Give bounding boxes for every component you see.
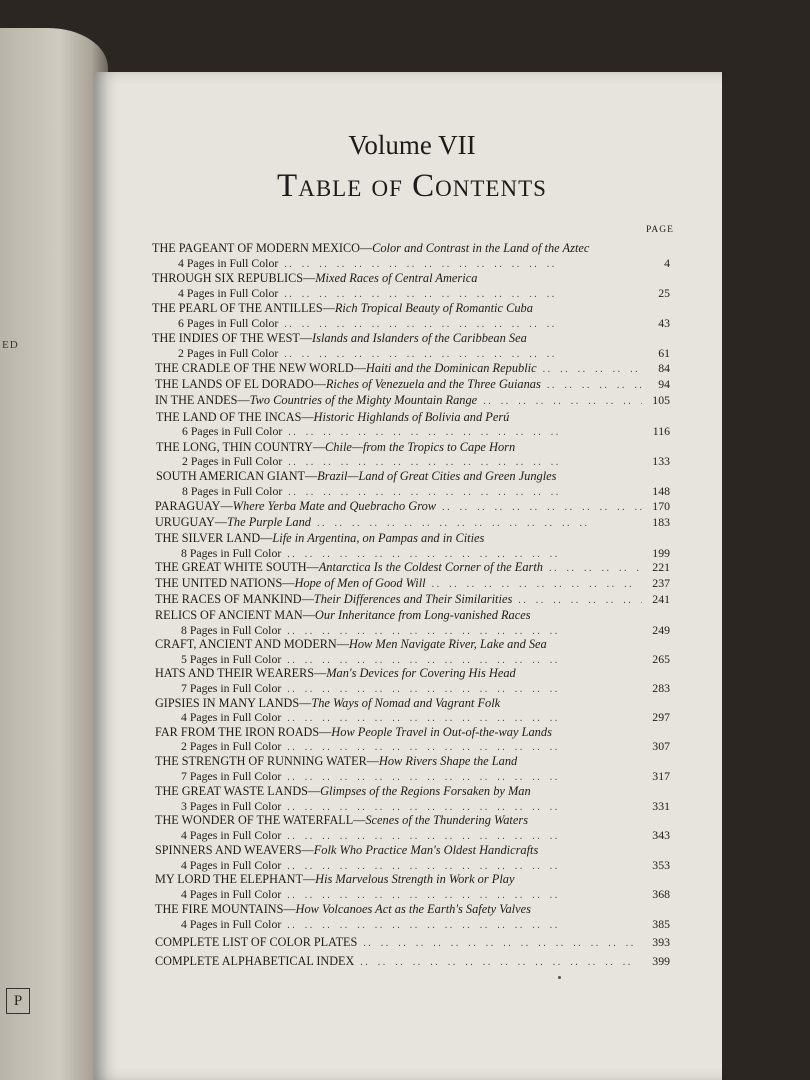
toc-entry <box>156 410 509 425</box>
toc-entry <box>155 784 531 799</box>
entry-title: THE WONDER OF THE WATERFALL <box>155 813 354 827</box>
entry-subtitle: Mixed Races of Central America <box>315 271 478 285</box>
toc-entry <box>155 560 670 575</box>
toc-entry <box>152 241 589 256</box>
dot-leader <box>363 936 642 951</box>
entry-color-plates: 4 Pages in Full Color <box>181 828 282 842</box>
entry-dash: — <box>314 666 327 680</box>
entry-dash: — <box>353 361 366 375</box>
entry-title: SPINNERS AND WEAVERS <box>155 843 302 857</box>
entry-color-plates: 5 Pages in Full Color <box>181 652 282 666</box>
entry-dash: — <box>306 560 319 574</box>
entry-subtitle: Haiti and the Dominican Republic <box>365 361 537 375</box>
entry-title: COMPLETE LIST OF COLOR PLATES <box>155 935 358 949</box>
entry-dash: — <box>301 843 314 857</box>
entry-page-number: 399 <box>652 954 670 968</box>
entry-subtitle: Our Inheritance from Long-vanished Races <box>314 608 531 622</box>
entry-title: THE PAGEANT OF MODERN MEXICO <box>152 241 360 255</box>
entry-plates-line <box>181 887 670 902</box>
entry-subtitle: Riches of Venezuela and the Three Guianas <box>325 377 541 391</box>
entry-subtitle: Where Yerba Mate and Quebracho Grow <box>232 499 437 513</box>
entry-title: THE FIRE MOUNTAINS <box>155 902 284 916</box>
entry-dash: — <box>302 608 315 622</box>
entry-plates-line <box>181 769 670 784</box>
entry-plates-line <box>178 346 670 361</box>
toc-entry <box>152 271 477 286</box>
entry-dash: — <box>220 499 233 513</box>
entry-title: THE LONG, THIN COUNTRY <box>156 440 313 454</box>
entry-dash: — <box>260 531 273 545</box>
entry-dash: — <box>307 784 321 798</box>
entry-subtitle: Folk Who Practice Man's Oldest Handicrafts <box>313 843 539 857</box>
entry-color-plates: 6 Pages in Full Color <box>182 424 283 438</box>
entry-page-number: 84 <box>658 361 670 375</box>
dot-leader <box>284 347 642 362</box>
entry-title: URUGUAY <box>155 515 215 529</box>
entry-plates-line <box>178 286 670 301</box>
entry-page-number: 133 <box>652 454 670 468</box>
entry-title: THE PEARL OF THE ANTILLES <box>152 301 323 315</box>
entry-title: COMPLETE ALPHABETICAL INDEX <box>155 954 355 968</box>
entry-dash: — <box>319 725 332 739</box>
entry-title: THE RACES OF MANKIND <box>155 592 302 606</box>
entry-dash: — <box>353 813 366 827</box>
entry-subtitle: How Volcanoes Act as the Earth's Safety Valves <box>295 902 531 916</box>
toc-entry <box>155 515 670 530</box>
entry-plates-line <box>181 739 670 754</box>
entry-page-number: 393 <box>652 935 670 949</box>
dot-leader <box>518 593 642 608</box>
toc-entry <box>152 331 527 346</box>
entry-page-number: 343 <box>652 828 670 842</box>
entry-title: MY LORD THE ELEPHANT <box>155 872 303 886</box>
entry-plates-line <box>178 316 670 331</box>
entry-color-plates: 4 Pages in Full Color <box>178 256 279 270</box>
entry-plates-line <box>181 828 670 843</box>
entry-subtitle: Their Differences and Their Similarities <box>313 592 513 606</box>
dot-leader <box>360 955 642 970</box>
toc-entry <box>155 843 538 858</box>
entry-page-number: 43 <box>658 316 670 330</box>
dot-leader <box>284 287 642 302</box>
entry-page-number: 61 <box>658 346 670 360</box>
entry-plates-line <box>181 546 670 561</box>
entry-title: THE SILVER LAND <box>155 531 261 545</box>
dot-leader <box>287 682 642 697</box>
entry-page-number: 4 <box>664 256 670 270</box>
entry-dash: — <box>336 637 349 651</box>
entry-title: HATS AND THEIR WEARERS <box>155 666 315 680</box>
entry-color-plates: 2 Pages in Full Color <box>178 346 279 360</box>
entry-subtitle: Glimpses of the Regions Forsaken by Man <box>320 784 531 798</box>
entry-page-number: 307 <box>652 739 670 753</box>
dot-leader <box>547 378 642 393</box>
toc-entry <box>155 531 484 546</box>
toc-title: Table of Contents <box>277 168 547 204</box>
entry-subtitle: The Ways of Nomad and Vagrant Folk <box>311 696 501 710</box>
entry-page-number: 94 <box>658 377 670 391</box>
dot-leader <box>442 500 642 515</box>
toc-entry <box>155 902 531 917</box>
dot-leader <box>284 317 642 332</box>
dot-leader <box>483 394 642 409</box>
entry-dash: — <box>301 592 314 606</box>
entry-page-number: 249 <box>652 623 670 637</box>
dot-leader <box>317 516 642 531</box>
entry-title: PARAGUAY <box>155 499 221 513</box>
volume-title: Volume VII <box>348 130 476 160</box>
entry-dash: — <box>366 754 379 768</box>
entry-subtitle: Brazil—Land of Great Cities and Green Jungles <box>317 469 557 483</box>
facing-page-letter-box: P <box>6 988 30 1014</box>
entry-dash: — <box>237 393 250 407</box>
entry-title: GIPSIES IN MANY LANDS <box>155 696 300 710</box>
entry-plates-line <box>178 256 670 271</box>
entry-page-number: 221 <box>652 560 670 574</box>
toc-entry <box>156 469 556 484</box>
dot-leader <box>288 425 642 440</box>
entry-dash: — <box>304 469 318 483</box>
entry-title: CRAFT, ANCIENT AND MODERN <box>155 637 337 651</box>
entry-plates-line <box>181 858 670 873</box>
entry-plates-line <box>181 652 670 667</box>
entry-page-number: 353 <box>652 858 670 872</box>
entry-plates-line <box>182 454 670 469</box>
entry-color-plates: 4 Pages in Full Color <box>181 917 282 931</box>
entry-dash: — <box>303 271 316 285</box>
toc-entry <box>155 954 670 969</box>
entry-color-plates: 3 Pages in Full Color <box>181 799 282 813</box>
entry-dash: — <box>312 440 326 454</box>
entry-color-plates: 2 Pages in Full Color <box>181 739 282 753</box>
entry-color-plates: 7 Pages in Full Color <box>181 681 282 695</box>
dot-leader <box>287 740 642 755</box>
entry-subtitle: Historic Highlands of Bolivia and Perú <box>313 410 510 424</box>
entry-title: THE LANDS OF EL DORADO <box>155 377 314 391</box>
entry-subtitle: Chile—from the Tropics to Cape Horn <box>325 440 516 454</box>
dot-leader <box>543 362 642 377</box>
entry-subtitle: Color and Contrast in the Land of the Aztec <box>372 241 590 255</box>
entry-dash: — <box>214 515 228 529</box>
toc-entry <box>155 754 517 769</box>
entry-color-plates: 4 Pages in Full Color <box>178 286 279 300</box>
entry-title: THE UNITED NATIONS <box>155 576 283 590</box>
entry-page-number: 183 <box>652 515 670 529</box>
entry-page-number: 368 <box>652 887 670 901</box>
entry-title: THE GREAT WHITE SOUTH <box>155 560 307 574</box>
toc-entry <box>155 377 670 392</box>
toc-entry <box>155 813 528 828</box>
dot-leader <box>549 561 642 576</box>
entry-plates-line <box>181 623 670 638</box>
entry-dash: — <box>313 377 326 391</box>
entry-page-number: 199 <box>652 546 670 560</box>
entry-subtitle: Rich Tropical Beauty of Romantic Cuba <box>334 301 533 315</box>
entry-subtitle: How Rivers Shape the Land <box>378 754 518 768</box>
entry-subtitle: Life in Argentina, on Pampas and in Cities <box>272 531 485 545</box>
entry-dash: — <box>283 902 296 916</box>
entry-subtitle: His Marvelous Strength in Work or Play <box>315 872 515 886</box>
entry-subtitle: Hope of Men of Good Will <box>294 576 426 590</box>
entry-plates-line <box>182 484 670 499</box>
entry-page-number: 170 <box>652 499 670 513</box>
entry-color-plates: 4 Pages in Full Color <box>181 887 282 901</box>
entry-page-number: 385 <box>652 917 670 931</box>
toc-entry <box>155 872 515 887</box>
entry-title: THE INDIES OF THE WEST <box>152 331 300 345</box>
entry-title: THE GREAT WASTE LANDS <box>155 784 308 798</box>
entry-dash: — <box>299 331 313 345</box>
toc-entry <box>156 440 515 455</box>
dot-leader <box>287 888 642 903</box>
entry-title: RELICS OF ANCIENT MAN <box>155 608 303 622</box>
entry-page-number: 331 <box>652 799 670 813</box>
entry-color-plates: 8 Pages in Full Color <box>181 546 282 560</box>
entry-plates-line <box>181 917 670 932</box>
entry-subtitle: The Purple Land <box>227 515 311 529</box>
entry-subtitle: Islands and Islanders of the Caribbean Sea <box>312 331 527 345</box>
toc-entry <box>155 499 670 514</box>
entry-color-plates: 7 Pages in Full Color <box>181 769 282 783</box>
entry-title: FAR FROM THE IRON ROADS <box>155 725 320 739</box>
dot-leader <box>432 577 642 592</box>
entry-page-number: 297 <box>652 710 670 724</box>
toc-entry <box>155 666 516 681</box>
entry-title: THE CRADLE OF THE NEW WORLD <box>155 361 354 375</box>
entry-dash: — <box>359 241 373 255</box>
entry-subtitle: Scenes of the Thundering Waters <box>365 813 529 827</box>
toc-entry <box>152 301 533 316</box>
entry-title: THROUGH SIX REPUBLICS <box>152 271 304 285</box>
page-speck <box>558 976 561 979</box>
toc-entry <box>155 935 670 950</box>
entry-plates-line <box>181 681 670 696</box>
dot-leader <box>287 829 642 844</box>
facing-page-text-fragment: ED <box>2 339 19 351</box>
dot-leader <box>284 257 642 272</box>
entry-color-plates: 4 Pages in Full Color <box>181 710 282 724</box>
entry-color-plates: 4 Pages in Full Color <box>181 858 282 872</box>
toc-entry <box>155 608 531 623</box>
dot-leader <box>287 711 642 726</box>
toc-entry <box>155 696 500 711</box>
entry-color-plates: 8 Pages in Full Color <box>181 623 282 637</box>
page-column-label: PAGE <box>646 225 674 235</box>
entry-page-number: 265 <box>652 652 670 666</box>
entry-page-number: 148 <box>652 484 670 498</box>
entry-title: THE LAND OF THE INCAS <box>156 410 302 424</box>
entry-dash: — <box>299 696 312 710</box>
entry-color-plates: 2 Pages in Full Color <box>182 454 283 468</box>
entry-page-number: 25 <box>658 286 670 300</box>
toc-entry <box>155 393 670 408</box>
entry-dash: — <box>301 410 314 424</box>
entry-page-number: 237 <box>652 576 670 590</box>
entry-page-number: 317 <box>652 769 670 783</box>
entry-page-number: 283 <box>652 681 670 695</box>
toc-entry <box>155 592 670 607</box>
entry-subtitle: How People Travel in Out-of-the-way Lands <box>331 725 552 739</box>
entry-plates-line <box>182 424 670 439</box>
entry-page-number: 116 <box>652 424 670 438</box>
toc-entry <box>155 576 670 591</box>
entry-title: IN THE ANDES <box>155 393 238 407</box>
entry-title: SOUTH AMERICAN GIANT <box>156 469 305 483</box>
entry-dash: — <box>282 576 295 590</box>
entry-dash: — <box>322 301 335 315</box>
entry-color-plates: 8 Pages in Full Color <box>182 484 283 498</box>
entry-plates-line <box>181 799 670 814</box>
entry-subtitle: How Men Navigate River, Lake and Sea <box>348 637 547 651</box>
entry-subtitle: Antarctica Is the Coldest Corner of the Earth <box>318 560 544 574</box>
entry-color-plates: 6 Pages in Full Color <box>178 316 279 330</box>
toc-entry <box>155 361 670 376</box>
dot-leader <box>287 918 642 933</box>
entry-page-number: 241 <box>652 592 670 606</box>
entry-subtitle: Two Countries of the Mighty Mountain Range <box>249 393 478 407</box>
toc-entry <box>155 637 547 652</box>
entry-plates-line <box>181 710 670 725</box>
entry-page-number: 105 <box>652 393 670 407</box>
dot-leader <box>288 455 642 470</box>
dot-leader <box>287 770 642 785</box>
toc-entry <box>155 725 552 740</box>
entry-subtitle: Man's Devices for Covering His Head <box>326 666 516 680</box>
entry-dash: — <box>302 872 316 886</box>
entry-title: THE STRENGTH OF RUNNING WATER <box>155 754 367 768</box>
dot-leader <box>288 485 642 500</box>
